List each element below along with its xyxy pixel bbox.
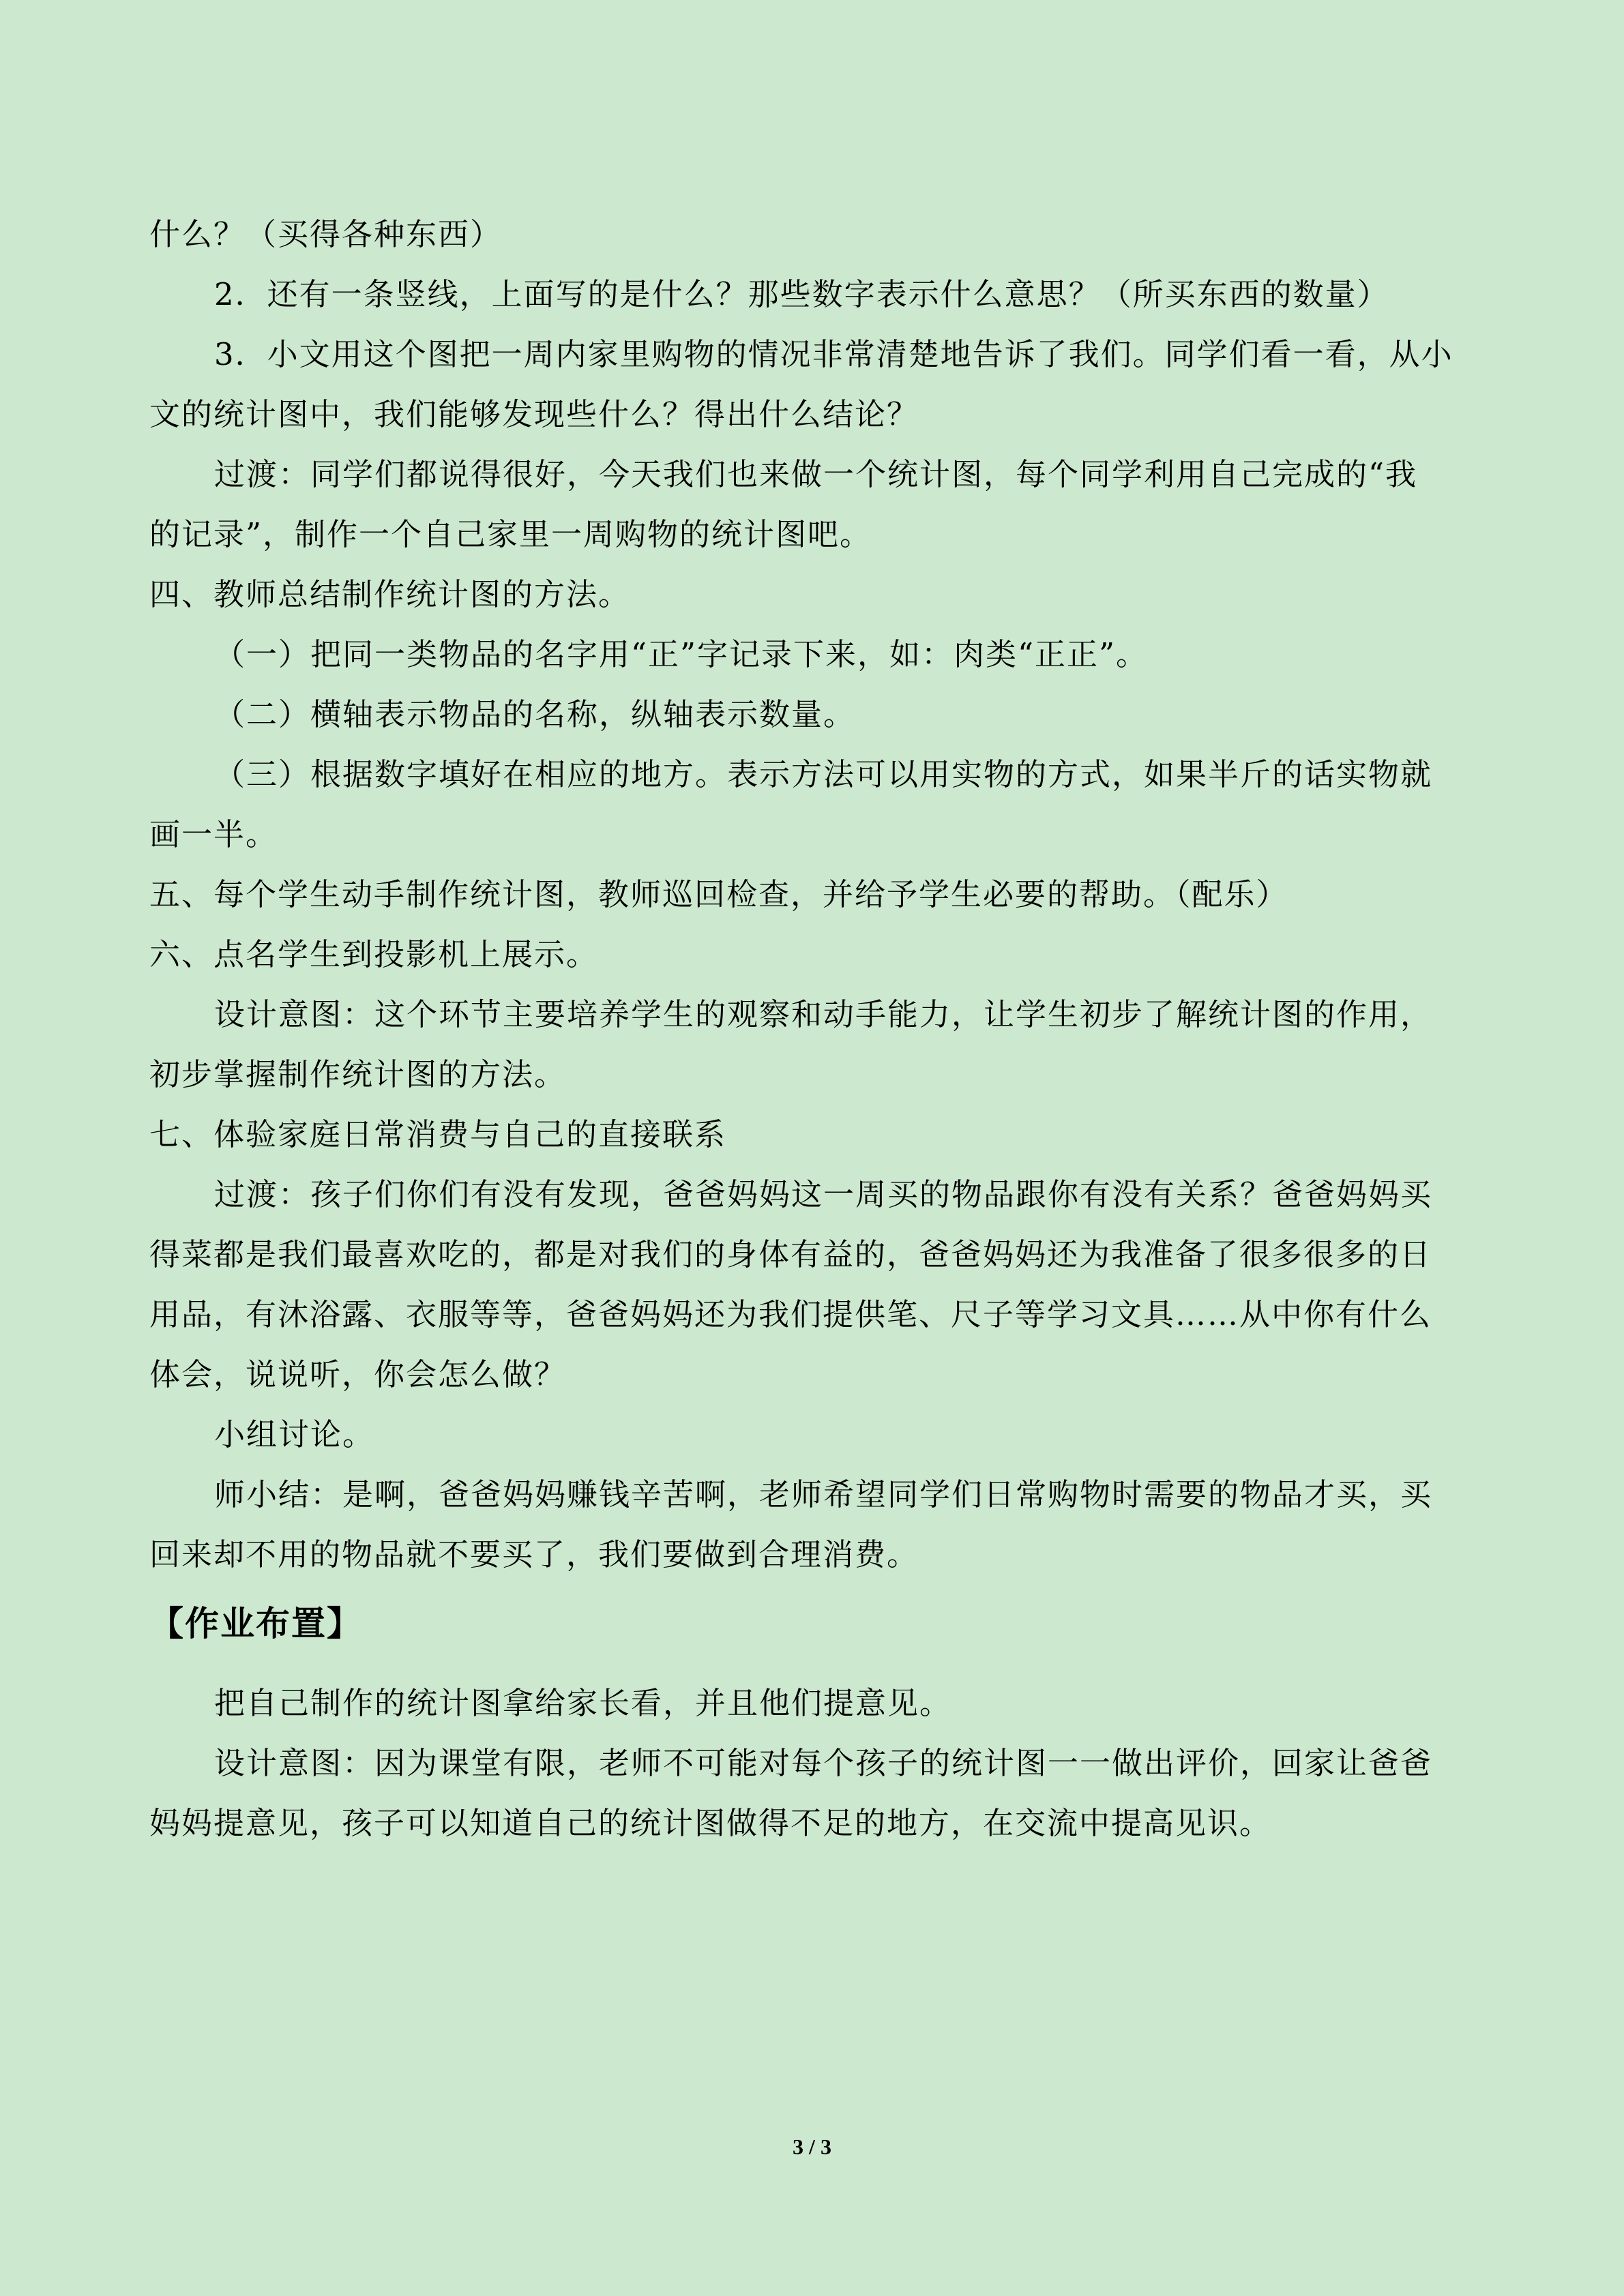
text-line: （二）横轴表示物品的名称，纵轴表示数量。 <box>214 696 856 732</box>
paragraph-group-homework <box>149 1673 1479 1853</box>
text-line: 设计意图：这个环节主要培养学生的观察和动手能力，让学生初步了解统计图的作用， <box>214 996 1433 1032</box>
text-line: 回来却不用的物品就不要买了，我们要做到合理消费。 <box>149 1536 919 1572</box>
text-line: 的记录”，制作一个自己家里一周购物的统计图吧。 <box>149 516 872 552</box>
text-line: 小组讨论。 <box>214 1416 375 1452</box>
section-title-homework: 【作业布置】 <box>149 1604 362 1643</box>
text-line: 把自己制作的统计图拿给家长看，并且他们提意见。 <box>214 1685 952 1721</box>
text-line: 五、每个学生动手制作统计图，教师巡回检查，并给予学生必要的帮助。（配乐） <box>149 876 1288 912</box>
text-line: 文的统计图中，我们能够发现些什么？得出什么结论？ <box>149 396 919 432</box>
text-line: 师小结：是啊，爸爸妈妈赚钱辛苦啊，老师希望同学们日常购物时需要的物品才买，买 <box>214 1476 1433 1512</box>
text-line: 3．小文用这个图把一周内家里购物的情况非常清楚地告诉了我们。同学们看一看，从小 <box>214 336 1453 372</box>
text-line: 什么？（买得各种东西） <box>149 216 503 252</box>
text-line: 得菜都是我们最喜欢吃的，都是对我们的身体有益的，爸爸妈妈还为我准备了很多很多的日 <box>149 1236 1432 1272</box>
text-line: （一）把同一类物品的名字用“正”字记录下来，如：肉类“正正”。 <box>214 636 1149 672</box>
text-line: 过渡：孩子们你们有没有发现，爸爸妈妈这一周买的物品跟你有没有关系？爸爸妈妈买 <box>214 1176 1433 1212</box>
text-line: 六、点名学生到投影机上展示。 <box>149 936 599 972</box>
text-line: 过渡：同学们都说得很好，今天我们也来做一个统计图，每个同学利用自己完成的“我 <box>214 456 1418 492</box>
text-line: 用品，有沐浴露、衣服等等，爸爸妈妈还为我们提供笔、尺子等学习文具……从中你有什么 <box>149 1296 1432 1332</box>
document-body <box>149 205 1479 1853</box>
text-line: 体会，说说听，你会怎么做？ <box>149 1356 567 1392</box>
text-line: 七、体验家庭日常消费与自己的直接联系 <box>149 1116 727 1152</box>
text-line: 2．还有一条竖线，上面写的是什么？那些数字表示什么意思？（所买东西的数量） <box>214 276 1389 312</box>
text-line: （三）根据数字填好在相应的地方。表示方法可以用实物的方式，如果半斤的话实物就 <box>214 756 1433 792</box>
page-number: 3 / 3 <box>793 2134 831 2159</box>
text-line: 设计意图：因为课堂有限，老师不可能对每个孩子的统计图一一做出评价，回家让爸爸 <box>214 1745 1433 1781</box>
paragraph-group-lesson-steps <box>149 205 1479 1585</box>
text-line: 四、教师总结制作统计图的方法。 <box>149 576 631 612</box>
text-line: 妈妈提意见，孩子可以知道自己的统计图做得不足的地方，在交流中提高见识。 <box>149 1805 1272 1841</box>
text-line: 初步掌握制作统计图的方法。 <box>149 1056 567 1092</box>
text-line: 画一半。 <box>149 816 278 852</box>
